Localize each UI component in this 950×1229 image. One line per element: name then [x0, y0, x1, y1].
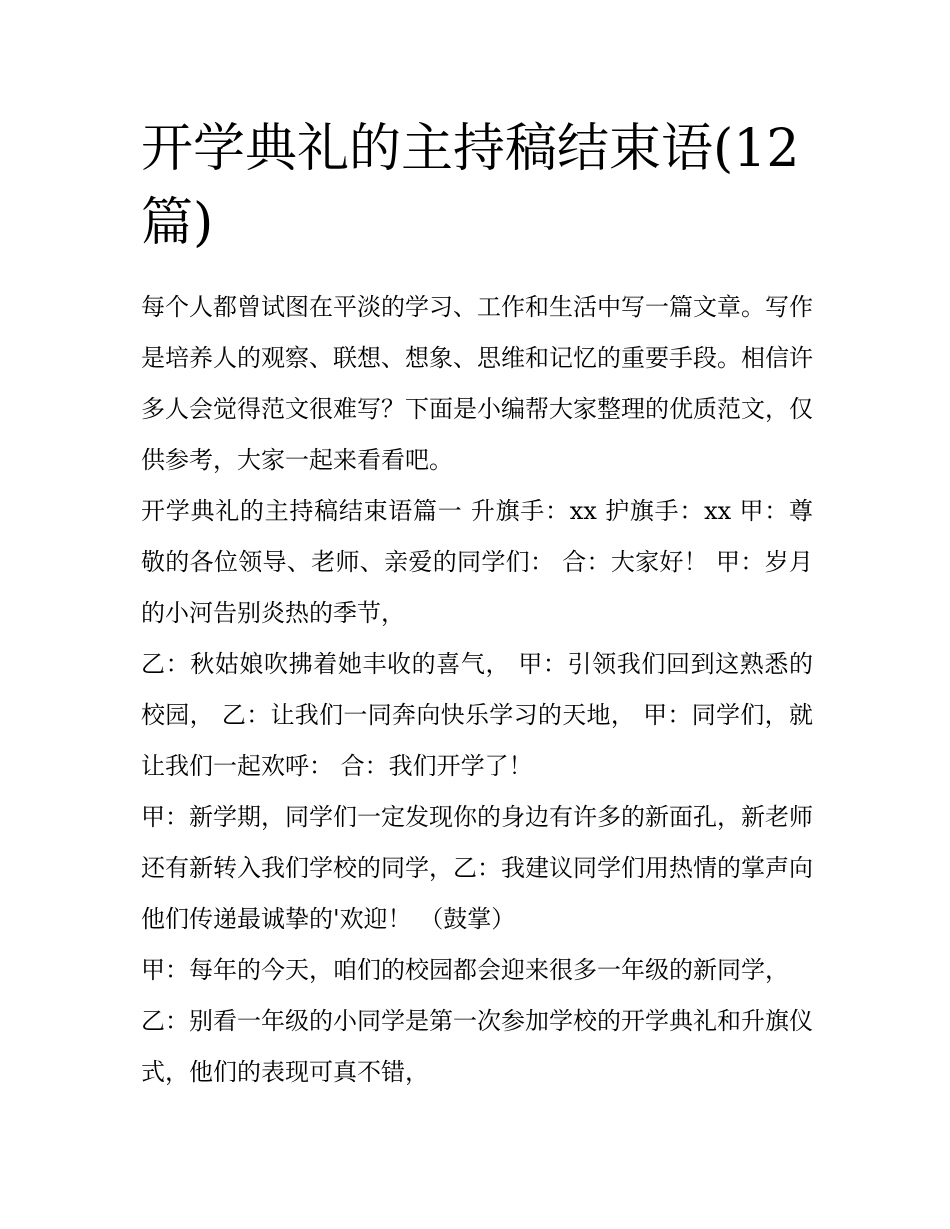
paragraph: 甲：新学期，同学们一定发现你的身边有许多的新面孔，新老师还有新转入我们学校的同学，乙：我建议同学们用热情的掌声向他们传递最诚挚的'欢迎！ （鼓掌） — [141, 803, 813, 933]
paragraph: 乙：秋姑娘吹拂着她丰收的喜气， 甲：引领我们回到这熟悉的校园， 乙：让我们一同奔向快乐学习的天地， 甲：同学们，就让我们一起欢呼： 合：我们开学了！ — [141, 650, 813, 780]
paragraph-list — [141, 282, 813, 1098]
document-title: 开学典礼的主持稿结束语(12篇) — [141, 119, 800, 253]
paragraph: 甲：每年的今天，咱们的校园都会迎来很多一年级的新同学， — [141, 956, 789, 984]
paragraph: 开学典礼的主持稿结束语篇一 升旗手：xx 护旗手：xx 甲：尊敬的各位领导、老师、亲爱的同学们： 合：大家好！ 甲：岁月的小河告别炎热的季节， — [141, 497, 813, 627]
paragraph: 乙：别看一年级的小同学是第一次参加学校的开学典礼和升旗仪式，他们的表现可真不错， — [141, 1007, 813, 1086]
document-body — [141, 112, 813, 1098]
paragraph-intro: 每个人都曾试图在平淡的学习、工作和生活中写一篇文章。写作是培养人的观察、联想、想象、思维和记忆的重要手段。相信许多人会觉得范文很难写？下面是小编帮大家整理的优质范文，仅供参考，大家一起来看看吧。 — [141, 293, 813, 474]
